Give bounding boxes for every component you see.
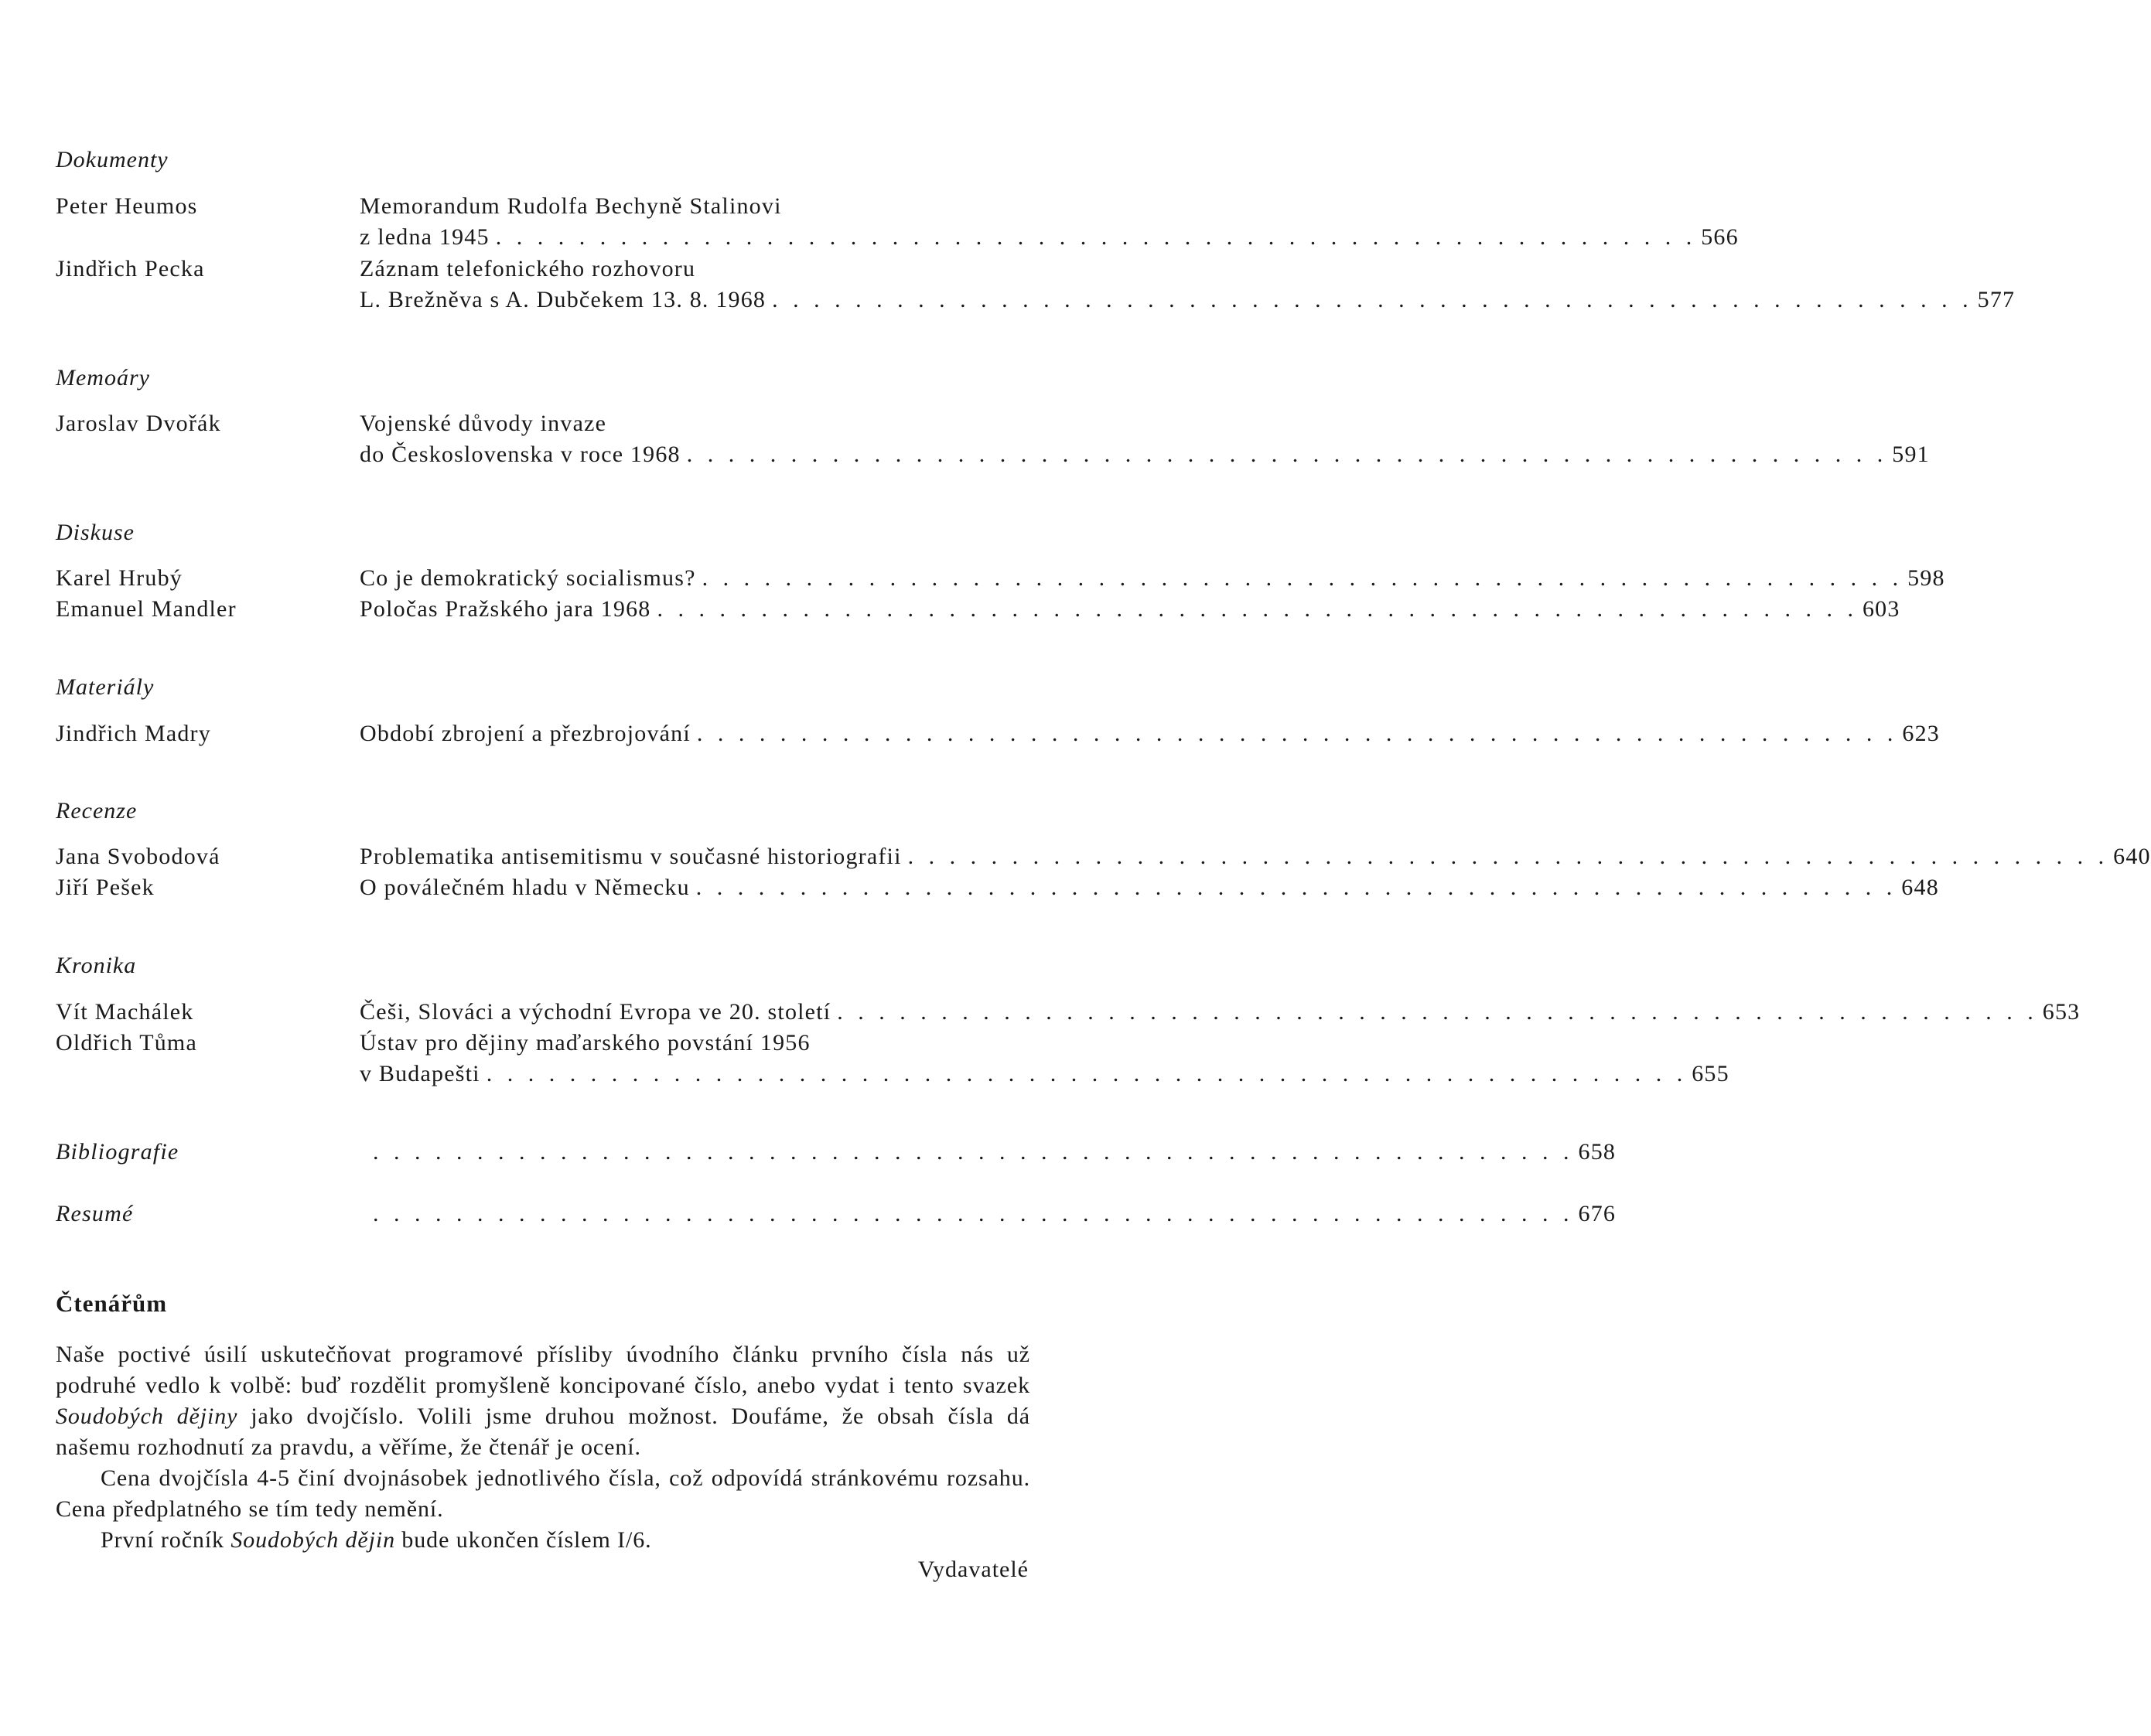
section-title-kronika: Kronika — [56, 953, 137, 978]
entry-page-number: 655 — [1692, 1061, 1729, 1086]
entry-title-line: Vojenské důvody invaze — [360, 411, 607, 436]
dot-leader: . . . . . . . . . . . . . . . . . . . . . . . . . . . . . . . . . . . . . . . . . . . . . . . . . . . . . . . . . . — [373, 1139, 1574, 1165]
entry-page-row — [373, 1139, 1617, 1165]
entry-author: Jindřich Madry — [56, 721, 211, 746]
entry-title-with-page — [360, 224, 1739, 251]
dot-leader: . . . . . . . . . . . . . . . . . . . . . . . . . . . . . . . . . . . . . . . . . . . . . . . . . . . . . . . . . . — [486, 1061, 1688, 1086]
entry-title-line: Memorandum Rudolfa Bechyně Stalinovi — [360, 193, 782, 219]
entry-title-with-page — [360, 999, 2081, 1025]
entry-author: Jindřich Pecka — [56, 256, 205, 281]
entry-title-line: Češi, Slováci a východní Evropa ve 20. století — [360, 999, 831, 1025]
note-title: Čtenářům — [56, 1290, 168, 1317]
entry-title-line: v Budapešti — [360, 1061, 480, 1086]
entry-title-line: O poválečném hladu v Německu — [360, 875, 690, 900]
dot-leader: . . . . . . . . . . . . . . . . . . . . . . . . . . . . . . . . . . . . . . . . . . . . . . . . . . . . . . . . . . — [907, 844, 2109, 869]
dot-leader: . . . . . . . . . . . . . . . . . . . . . . . . . . . . . . . . . . . . . . . . . . . . . . . . . . . . . . . . . . — [837, 999, 2038, 1025]
section-title-resume: Resumé — [56, 1201, 134, 1226]
section-title-memoary: Memoáry — [56, 365, 150, 391]
entry-title-line: Záznam telefonického rozhovoru — [360, 256, 696, 281]
entry-title-line: Problematika antisemitismu v současné historiografii — [360, 844, 902, 869]
entry-title-line: Období zbrojení a přezbrojování — [360, 721, 691, 746]
note-paragraph-1 — [56, 1339, 1030, 1463]
entry-title-with-page — [360, 875, 1939, 901]
section-title-dokumenty: Dokumenty — [56, 147, 169, 172]
dot-leader: . . . . . . . . . . . . . . . . . . . . . . . . . . . . . . . . . . . . . . . . . . . . . . . . . . . . . . . . . . — [495, 224, 1697, 250]
entry-page-number: 591 — [1892, 442, 1930, 467]
entry-title-with-page — [360, 844, 2151, 870]
note-paragraph-3 — [56, 1525, 1030, 1556]
entry-title-with-page — [360, 565, 1945, 592]
section-title-recenze: Recenze — [56, 798, 138, 824]
entry-title-line: Poločas Pražského jara 1968 — [360, 596, 651, 622]
dot-leader: . . . . . . . . . . . . . . . . . . . . . . . . . . . . . . . . . . . . . . . . . . . . . . . . . . . . . . . . . . — [657, 596, 1858, 622]
table-of-contents-page — [56, 0, 2151, 1736]
note-text: Naše poctivé úsilí uskutečňovat programové přísliby úvodního článku prvního čísla nás už podruhé vedlo k volbě: buď rozdělit promyšleně koncipované číslo, anebo vydat i tento svazek — [56, 1342, 1030, 1398]
entry-title-with-page — [360, 287, 2016, 313]
entry-title-with-page — [360, 442, 1930, 468]
section-title-bibliografie: Bibliografie — [56, 1139, 179, 1165]
entry-page-number: 566 — [1701, 224, 1739, 250]
dot-leader: . . . . . . . . . . . . . . . . . . . . . . . . . . . . . . . . . . . . . . . . . . . . . . . . . . . . . . . . . . — [695, 875, 1897, 900]
note-text: bude ukončen číslem I/6. — [394, 1527, 652, 1553]
entry-title-with-page — [360, 596, 1900, 622]
entry-author: Emanuel Mandler — [56, 596, 237, 622]
entry-author: Vít Machálek — [56, 999, 194, 1025]
dot-leader: . . . . . . . . . . . . . . . . . . . . . . . . . . . . . . . . . . . . . . . . . . . . . . . . . . . . . . . . . . — [702, 565, 1903, 591]
entry-title-line: do Československa v roce 1968 — [360, 442, 681, 467]
note-text: První ročník — [101, 1527, 231, 1553]
entry-title-line: Ústav pro dějiny maďarského povstání 1956 — [360, 1030, 811, 1056]
entry-page-number: 598 — [1907, 565, 1945, 591]
section-title-diskuse: Diskuse — [56, 520, 135, 545]
dot-leader: . . . . . . . . . . . . . . . . . . . . . . . . . . . . . . . . . . . . . . . . . . . . . . . . . . . . . . . . . . — [696, 721, 1898, 746]
entry-title-with-page — [360, 1061, 1729, 1087]
entry-author: Karel Hrubý — [56, 565, 183, 591]
entry-page-number: 623 — [1902, 721, 1941, 746]
note-italic-title: Soudobých dějin — [230, 1527, 395, 1553]
entry-page-number: 603 — [1862, 596, 1900, 622]
entry-title-line: z ledna 1945 — [360, 224, 490, 250]
note-text: jako dvojčíslo. Volili jsme druhou možnost. Doufáme, že obsah čísla dá našemu rozhodnutí za pravdu, a věříme, že čtenář je ocení. — [56, 1403, 1030, 1460]
dot-leader: . . . . . . . . . . . . . . . . . . . . . . . . . . . . . . . . . . . . . . . . . . . . . . . . . . . . . . . . . . — [373, 1201, 1574, 1226]
note-italic-title: Soudobých dějiny — [56, 1403, 238, 1429]
entry-page-row — [373, 1201, 1617, 1227]
entry-page-number: 676 — [1578, 1201, 1617, 1226]
entry-title-with-page — [360, 721, 1941, 747]
entry-author: Jana Svobodová — [56, 844, 220, 869]
entry-page-number: 648 — [1901, 875, 1939, 900]
section-title-materialy: Materiály — [56, 674, 155, 700]
note-paragraph-2: Cena dvojčísla 4-5 činí dvojnásobek jednotlivého čísla, což odpovídá stránkovému rozsahu. Cena předplatného se tím tedy nemění. — [56, 1465, 1030, 1522]
entry-author: Jiří Pešek — [56, 875, 155, 900]
entry-page-number: 658 — [1578, 1139, 1617, 1165]
entry-page-number: 653 — [2042, 999, 2081, 1025]
dot-leader: . . . . . . . . . . . . . . . . . . . . . . . . . . . . . . . . . . . . . . . . . . . . . . . . . . . . . . . . . . — [686, 442, 1888, 467]
entry-title-line: L. Brežněva s A. Dubčekem 13. 8. 1968 — [360, 287, 767, 312]
entry-author: Peter Heumos — [56, 193, 198, 219]
signature: Vydavatelé — [917, 1557, 1029, 1582]
entry-author: Jaroslav Dvořák — [56, 411, 221, 436]
dot-leader: . . . . . . . . . . . . . . . . . . . . . . . . . . . . . . . . . . . . . . . . . . . . . . . . . . . . . . . . . . — [772, 287, 1973, 312]
entry-page-number: 640 — [2113, 844, 2151, 869]
entry-author: Oldřich Tůma — [56, 1030, 197, 1056]
entry-title-line: Co je demokratický socialismus? — [360, 565, 696, 591]
entry-page-number: 577 — [1977, 287, 2016, 312]
